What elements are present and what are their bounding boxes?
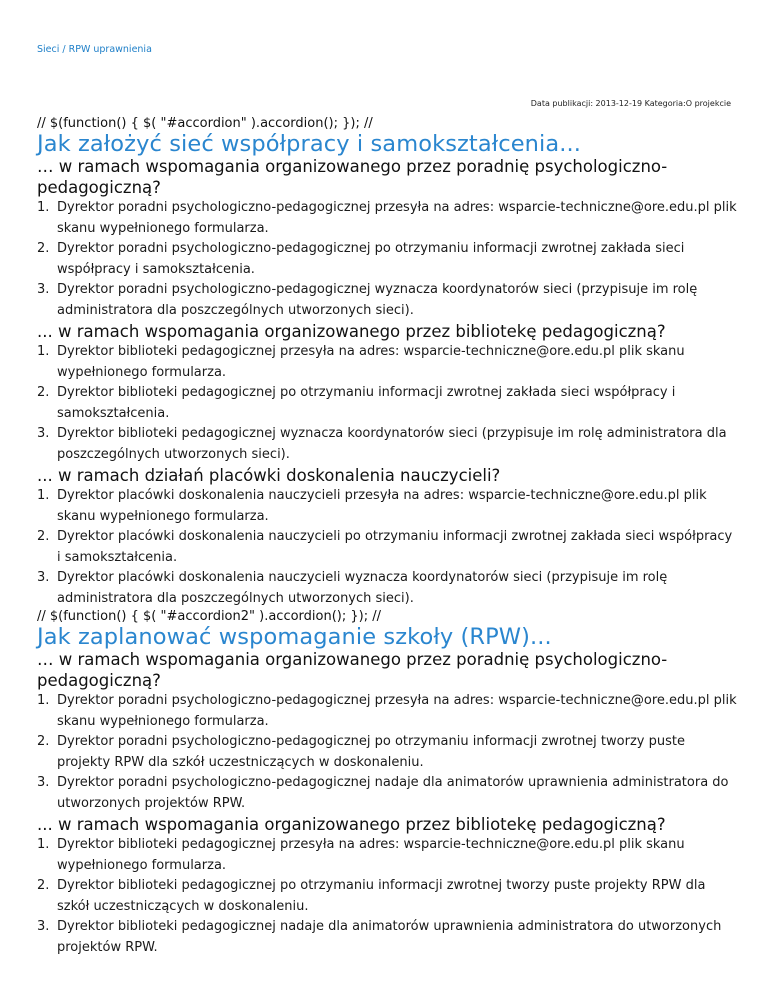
list-number: 2. bbox=[37, 241, 50, 256]
list-text: Dyrektor biblioteki pedagogicznej wyznacza koordynatorów sieci (przypisuje im rolę administratora dla poszczególnych utworzonych sieci). bbox=[57, 426, 727, 462]
list-item bbox=[37, 239, 737, 280]
list-item bbox=[37, 917, 737, 958]
steps-list bbox=[37, 198, 737, 321]
list-item bbox=[37, 732, 737, 773]
list-text: Dyrektor poradni psychologiczno-pedagogicznej nadaje dla animatorów uprawnienia administratora do utworzonych projektów RPW. bbox=[57, 775, 729, 811]
list-number: 3. bbox=[37, 919, 50, 934]
list-text: Dyrektor biblioteki pedagogicznej przesyła na adres: wsparcie-techniczne@ore.edu.pl plik skanu wypełnionego formularza. bbox=[57, 344, 685, 380]
list-number: 2. bbox=[37, 734, 50, 749]
list-number: 3. bbox=[37, 775, 50, 790]
list-text: Dyrektor poradni psychologiczno-pedagogicznej wyznacza koordynatorów sieci (przypisuje im rolę administratora dla poszczególnych utworzonych sieci). bbox=[57, 282, 698, 318]
list-number: 2. bbox=[37, 529, 50, 544]
list-item bbox=[37, 383, 737, 424]
list-number: 3. bbox=[37, 570, 50, 585]
list-number: 3. bbox=[37, 282, 50, 297]
list-number: 2. bbox=[37, 878, 50, 893]
list-item bbox=[37, 691, 737, 732]
publication-meta: Data publikacji: 2013-12-19 Kategoria:O projekcie bbox=[530, 99, 731, 108]
section-title[interactable]: Jak zaplanować wspomaganie szkoły (RPW)... bbox=[37, 624, 552, 650]
list-item bbox=[37, 568, 737, 609]
breadcrumb[interactable]: Sieci / RPW uprawnienia bbox=[37, 44, 152, 55]
list-number: 3. bbox=[37, 426, 50, 441]
steps-list bbox=[37, 835, 737, 958]
section-title[interactable]: Jak założyć sieć współpracy i samokształcenia... bbox=[37, 131, 582, 157]
list-item bbox=[37, 424, 737, 465]
list-text: Dyrektor poradni psychologiczno-pedagogicznej po otrzymaniu informacji zwrotnej zakłada sieci współpracy i samokształcenia. bbox=[57, 241, 685, 277]
script-comment: // $(function() { $( "#accordion" ).accordion(); }); // bbox=[37, 116, 373, 131]
list-text: Dyrektor poradni psychologiczno-pedagogicznej przesyła na adres: wsparcie-techniczne@ore.edu.pl plik skanu wypełnionego formularza. bbox=[57, 200, 737, 236]
list-text: Dyrektor biblioteki pedagogicznej nadaje dla animatorów uprawnienia administratora do utworzonych projektów RPW. bbox=[57, 919, 722, 955]
group-heading[interactable]: ... w ramach działań placówki doskonalenia nauczycieli? bbox=[37, 466, 501, 485]
list-number: 1. bbox=[37, 200, 50, 215]
list-text: Dyrektor placówki doskonalenia nauczycieli przesyła na adres: wsparcie-techniczne@ore.edu.pl plik skanu wypełnionego formularza. bbox=[57, 488, 707, 524]
list-item bbox=[37, 486, 737, 527]
list-number: 2. bbox=[37, 385, 50, 400]
steps-list bbox=[37, 691, 737, 814]
group-heading[interactable]: … w ramach wspomagania organizowanego przez poradnię psychologiczno-pedagogiczną? bbox=[37, 157, 668, 197]
article-content bbox=[37, 116, 737, 958]
list-number: 1. bbox=[37, 488, 50, 503]
group-heading[interactable]: … w ramach wspomagania organizowanego przez poradnię psychologiczno-pedagogiczną? bbox=[37, 650, 668, 690]
steps-list bbox=[37, 342, 737, 465]
list-text: Dyrektor poradni psychologiczno-pedagogicznej po otrzymaniu informacji zwrotnej tworzy puste projekty RPW dla szkół uczestniczących w doskonaleniu. bbox=[57, 734, 685, 770]
list-text: Dyrektor poradni psychologiczno-pedagogicznej przesyła na adres: wsparcie-techniczne@ore.edu.pl plik skanu wypełnionego formularza. bbox=[57, 693, 737, 729]
group-heading[interactable]: ... w ramach wspomagania organizowanego przez bibliotekę pedagogiczną? bbox=[37, 815, 666, 834]
list-number: 1. bbox=[37, 693, 50, 708]
group-heading[interactable]: ... w ramach wspomagania organizowanego przez bibliotekę pedagogiczną? bbox=[37, 322, 666, 341]
list-text: Dyrektor biblioteki pedagogicznej po otrzymaniu informacji zwrotnej zakłada sieci współpracy i samokształcenia. bbox=[57, 385, 676, 421]
list-number: 1. bbox=[37, 344, 50, 359]
list-item bbox=[37, 773, 737, 814]
list-item bbox=[37, 835, 737, 876]
list-text: Dyrektor placówki doskonalenia nauczycieli po otrzymaniu informacji zwrotnej zakłada sieci współpracy i samokształcenia. bbox=[57, 529, 733, 565]
list-text: Dyrektor placówki doskonalenia nauczycieli wyznacza koordynatorów sieci (przypisuje im rolę administratora dla poszczególnych utworzonych sieci). bbox=[57, 570, 668, 606]
list-item bbox=[37, 876, 737, 917]
steps-list bbox=[37, 486, 737, 609]
list-item bbox=[37, 342, 737, 383]
list-item bbox=[37, 280, 737, 321]
list-text: Dyrektor biblioteki pedagogicznej przesyła na adres: wsparcie-techniczne@ore.edu.pl plik skanu wypełnionego formularza. bbox=[57, 837, 685, 873]
list-text: Dyrektor biblioteki pedagogicznej po otrzymaniu informacji zwrotnej tworzy puste projekty RPW dla szkół uczestniczących w doskonaleniu. bbox=[57, 878, 706, 914]
list-item bbox=[37, 198, 737, 239]
script-comment: // $(function() { $( "#accordion2" ).accordion(); }); // bbox=[37, 609, 381, 624]
list-item bbox=[37, 527, 737, 568]
list-number: 1. bbox=[37, 837, 50, 852]
